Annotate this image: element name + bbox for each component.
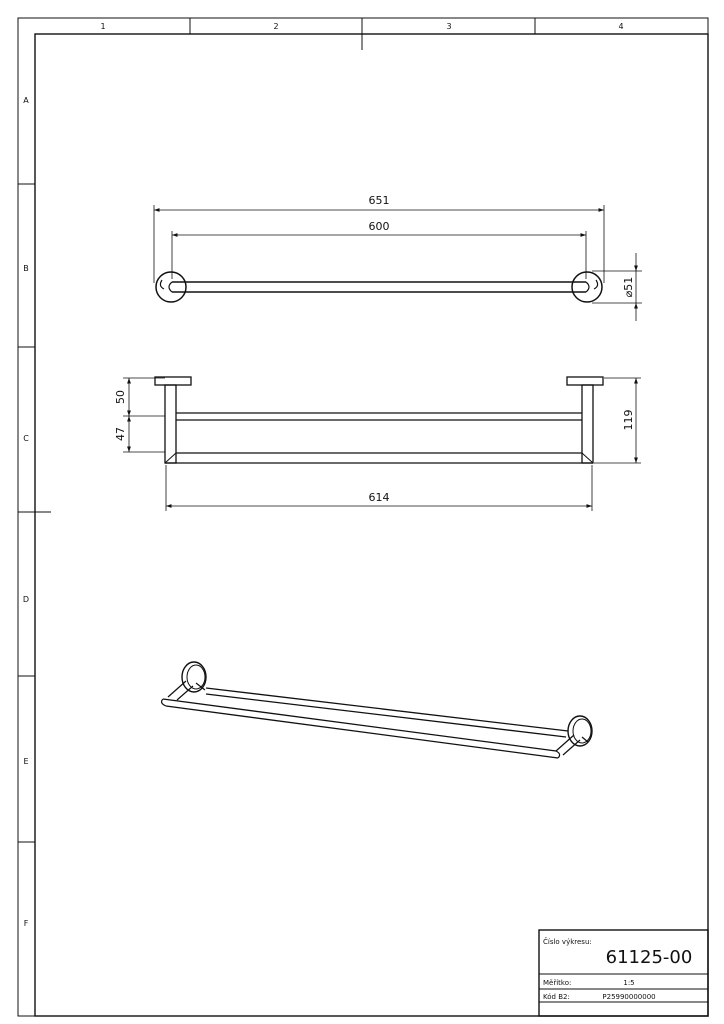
drawing-number-label: Číslo výkresu: [543,938,592,946]
dim-top-offset: 50 [114,390,127,404]
scale-value: 1:5 [623,979,635,987]
dim-total-width: 614 [368,491,390,504]
isometric-view [162,662,592,758]
code-label: Kód B2: [543,993,570,1001]
dim-bar-length: 600 [368,220,390,233]
row-label-c: C [23,434,29,443]
row-label-e: E [23,757,29,766]
side-view [155,377,603,463]
scale-label: Měřítko: [543,979,572,987]
dim-rosette-diameter: ⌀51 [622,276,635,298]
column-label-3: 3 [446,22,452,31]
top-view-dimensions [154,205,642,321]
dim-overall-length: 651 [368,194,390,207]
column-label-4: 4 [618,22,624,31]
dim-bottom-offset: 47 [114,427,127,441]
row-label-f: F [23,919,29,928]
drawing-number: 61125-00 [605,947,693,968]
row-label-d: D [22,595,30,604]
code-value: P25990000000 [602,993,656,1001]
column-label-1: 1 [100,22,106,31]
column-label-2: 2 [273,22,279,31]
row-label-a: A [23,96,29,105]
drawing-frame [18,18,708,1016]
row-label-b: B [23,264,29,273]
dim-total-height: 119 [622,409,635,431]
top-view [156,272,602,302]
